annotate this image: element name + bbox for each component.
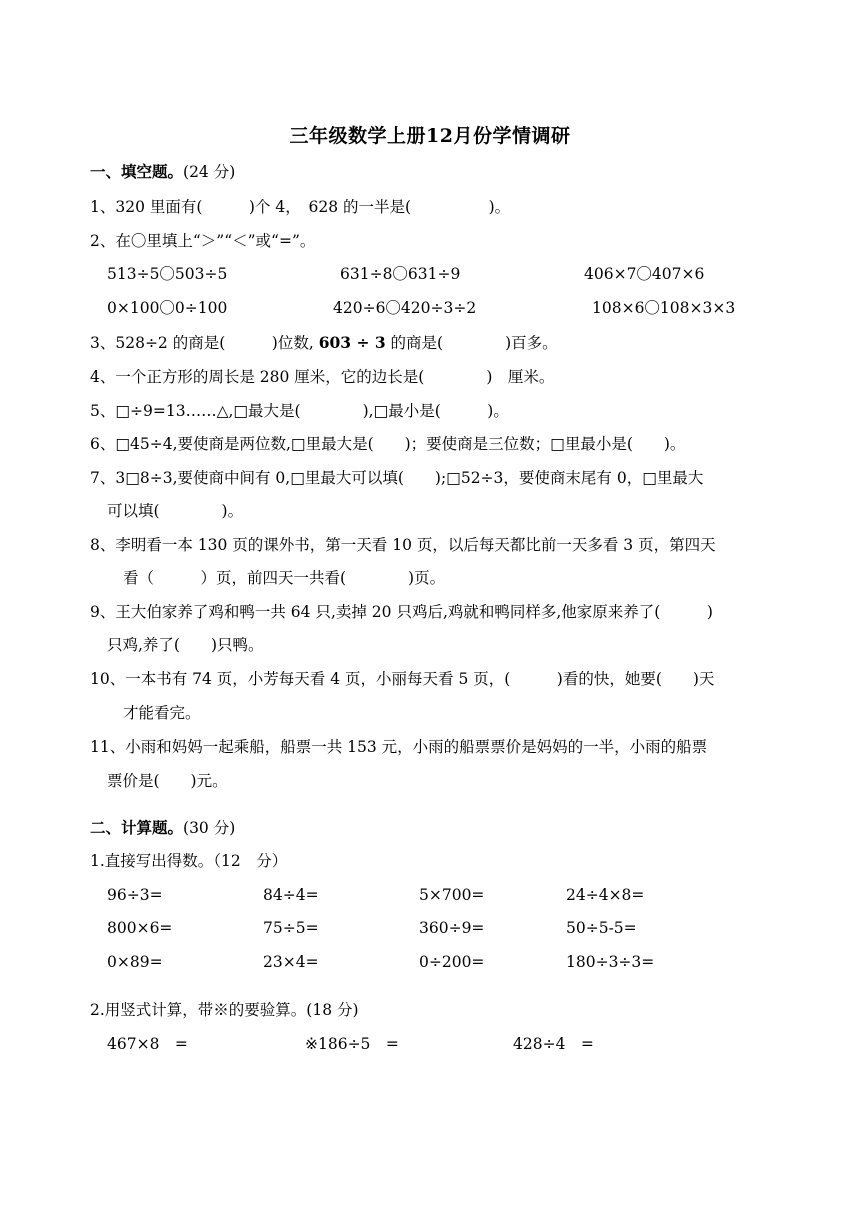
question-5: 5、□÷9=13……△,□最大是( ),□最小是( )。 bbox=[90, 402, 509, 420]
calc-item: 23×4= bbox=[263, 953, 319, 971]
calc-item: 5×700= bbox=[419, 886, 485, 904]
compare-item-2: 631÷8〇631÷9 bbox=[340, 265, 461, 283]
calc-item: 50÷5-5= bbox=[566, 919, 637, 937]
question-9-line-2: 只鸡,养了( )只鸭。 bbox=[107, 636, 264, 654]
vertical-calc-item: 467×8 = bbox=[107, 1035, 188, 1053]
section2-points: (30 分) bbox=[183, 819, 236, 837]
question-4: 4、一个正方形的周长是 280 厘米，它的边长是( ) 厘米。 bbox=[90, 368, 555, 386]
calc-item: 0×89= bbox=[107, 953, 163, 971]
question-3-part-a: 3、528÷2 的商是( )位数, bbox=[90, 334, 314, 352]
section1-heading-text: 一、填空题。 bbox=[90, 162, 184, 181]
question-11-line-2: 票价是( )元。 bbox=[107, 772, 228, 790]
question-9-line-1: 9、王大伯家养了鸡和鸭一共 64 只,卖掉 20 只鸡后,鸡就和鸭同样多,他家原来养了( ) bbox=[90, 603, 713, 621]
calc-item: 96÷3= bbox=[107, 886, 163, 904]
section1-points: (24 分) bbox=[183, 163, 236, 181]
calc-item: 180÷3÷3= bbox=[566, 953, 655, 971]
compare-item-5: 420÷6〇420÷3÷2 bbox=[333, 299, 477, 317]
section1-heading bbox=[90, 162, 235, 182]
question-11-line-1: 11、小雨和妈妈一起乘船，船票一共 153 元，小雨的船票票价是妈妈的一半，小雨的船票 bbox=[90, 738, 708, 756]
question-3-expression: 603 ÷ 3 bbox=[318, 333, 386, 352]
question-7-line-2: 可以填( )。 bbox=[107, 502, 244, 520]
question-8-line-2: 看（ ）页，前四天一共看( )页。 bbox=[123, 569, 446, 587]
question-7-line-1: 7、3□8÷3,要使商中间有 0,□里最大可以填( );□52÷3，要使商末尾有 0，□里最大 bbox=[90, 469, 704, 487]
calc-item: 360÷9= bbox=[419, 919, 485, 937]
calc-item: 24÷4×8= bbox=[566, 886, 645, 904]
question-6: 6、□45÷4,要使商是两位数,□里最大是( )；要使商是三位数；□里最小是( )。 bbox=[90, 435, 686, 453]
section2-heading bbox=[90, 818, 235, 838]
question-10-line-2: 才能看完。 bbox=[123, 704, 201, 722]
calc-item: 75÷5= bbox=[263, 919, 319, 937]
compare-item-3: 406×7〇407×6 bbox=[584, 265, 705, 283]
compare-item-6: 108×6〇108×3×3 bbox=[592, 299, 736, 317]
section2-heading-text: 二、计算题。 bbox=[90, 818, 184, 837]
calc-item: 84÷4= bbox=[263, 886, 319, 904]
calc-item: 800×6= bbox=[107, 919, 173, 937]
calc-part-1-heading: 1.直接写出得数。（12 分） bbox=[90, 852, 288, 870]
question-10-line-1: 10、一本书有 74 页，小芳每天看 4 页，小丽每天看 5 页，( )看的快，她要( )天 bbox=[90, 670, 715, 688]
page-title: 三年级数学上册12月份学情调研 bbox=[289, 125, 571, 147]
question-8-line-1: 8、李明看一本 130 页的课外书，第一天看 10 页，以后每天都比前一天多看 3 页，第四天 bbox=[90, 536, 716, 554]
question-3 bbox=[90, 333, 558, 353]
vertical-calc-item: 428÷4 = bbox=[513, 1035, 594, 1053]
question-1: 1、320 里面有( )个 4， 628 的一半是( )。 bbox=[90, 198, 511, 216]
question-2: 2、在〇里填上“＞”“＜”或“=”。 bbox=[90, 232, 316, 250]
compare-item-4: 0×100〇0÷100 bbox=[107, 299, 228, 317]
calc-part-2-heading: 2.用竖式计算，带※的要验算。(18 分) bbox=[90, 1001, 359, 1019]
compare-item-1: 513÷5〇503÷5 bbox=[107, 265, 228, 283]
calc-item: 0÷200= bbox=[419, 953, 485, 971]
vertical-calc-item: ※186÷5 = bbox=[305, 1035, 399, 1053]
question-3-part-c: 的商是( )百多。 bbox=[390, 334, 558, 352]
